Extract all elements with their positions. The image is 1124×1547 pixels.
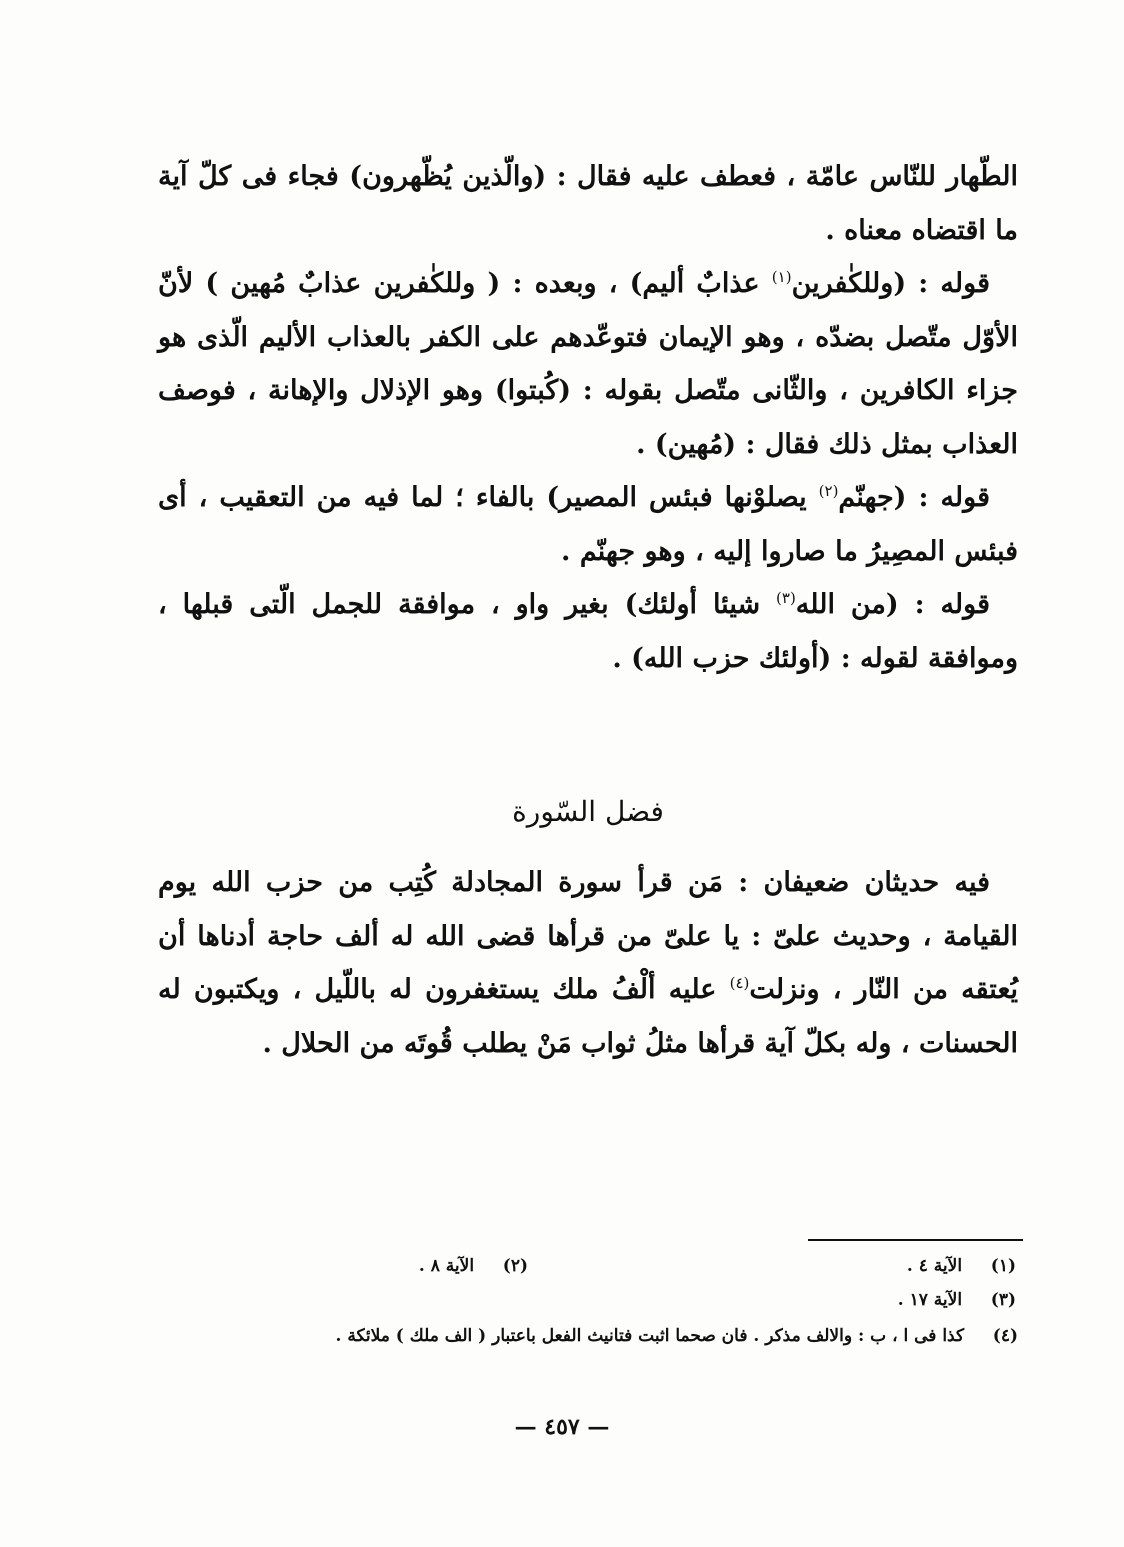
paragraph-text: قوله : (وللكٰفرين — [791, 268, 990, 299]
footnote-text: كذا فى ا ، ب : والالف مذكر . فان صحما اثبت فتانيث الفعل باعتبار ( الف ملك ) ملائكة . — [335, 1326, 965, 1346]
footnote-number: (٢) — [502, 1256, 528, 1276]
paragraph-3 — [158, 471, 1018, 578]
footnote-3 — [898, 1286, 1016, 1314]
footnote-marker-4: (٤) — [729, 974, 750, 992]
paragraph-text: قوله : (جهنّم — [838, 482, 990, 513]
footnote-marker-2: (٢) — [818, 482, 839, 500]
footnote-marker-3: (٣) — [776, 589, 796, 607]
paragraph-1 — [158, 150, 1018, 257]
footnote-text: الآية ٤ . — [906, 1256, 963, 1276]
paragraph-2 — [158, 257, 1018, 471]
page-number: — ٤٥٧ — — [514, 1414, 610, 1440]
footnote-number: (٣) — [990, 1290, 1016, 1310]
paragraph-text: الطّهار للنّاس عامّة ، فعطف عليه فقال : (والّذين يُظّهرون) فجاء فى كلّ آية ما اقتضاه معناه . — [158, 161, 1018, 246]
main-text-block — [158, 150, 1018, 685]
paragraph-fadl — [158, 856, 1018, 1070]
paragraph-text: عليه ألْفُ ملك يستغفرون له باللّيل ، ويكتبون له الحسنات ، وله بكلّ آية قرأها مثلُ ثواب مَنْ يطلب قُوتَه من الحلال . — [158, 974, 1018, 1059]
section-heading: فضل السّورة — [512, 795, 664, 828]
footnote-separator — [808, 1239, 1023, 1241]
section-text-block — [158, 856, 1018, 1070]
paragraph-text: قوله : (من الله — [795, 589, 991, 620]
footnote-1 — [907, 1252, 1016, 1280]
footnote-text: الآية ٨ . — [418, 1256, 475, 1276]
paragraph-4 — [158, 578, 1018, 685]
paragraph-text: فيه حديثان ضعيفان : مَن قرأ سورة المجادلة كُتِب من حزب الله يوم القيامة ، وحديث علىّ : يا علىّ من قرأها قضى الله له ألف حاجة أدناها أن يُعتقه من النّار ، ونزلت — [158, 867, 1018, 1005]
footnote-2 — [419, 1252, 528, 1280]
footnote-number: (١) — [990, 1256, 1016, 1276]
footnote-marker-1: (١) — [771, 268, 792, 286]
paragraph-text: عذابٌ أليم) ، وبعده : ( وللكٰفرين عذابٌ مُهين ) لأنّ الأوّل متّصل بضدّه ، وهو الإيمان فتوعّدهم على الكفر بالعذاب الأليم الّذى هو جزاء الكافرين ، والثّانى متّصل بقوله : (كُبتوا) وهو الإذلال والإهانة ، فوصف العذاب بمثل ذلك فقال : (مُهين) . — [158, 268, 1018, 460]
footnote-text: الآية ١٧ . — [897, 1290, 963, 1310]
footnote-4 — [158, 1322, 1018, 1350]
footnote-number: (٤) — [992, 1326, 1018, 1346]
paragraph-text: يصلوْنها فبئس المصير) بالفاء ؛ لما فيه من التعقيب ، أى فبئس المصِيرُ ما صاروا إليه ، وهو جهنّم . — [158, 482, 1018, 567]
paragraph-text: شيئا أولئك) بغير واو ، موافقة للجمل الّتى قبلها ، وموافقة لقوله : (أولئك حزب الله) . — [158, 589, 1018, 674]
